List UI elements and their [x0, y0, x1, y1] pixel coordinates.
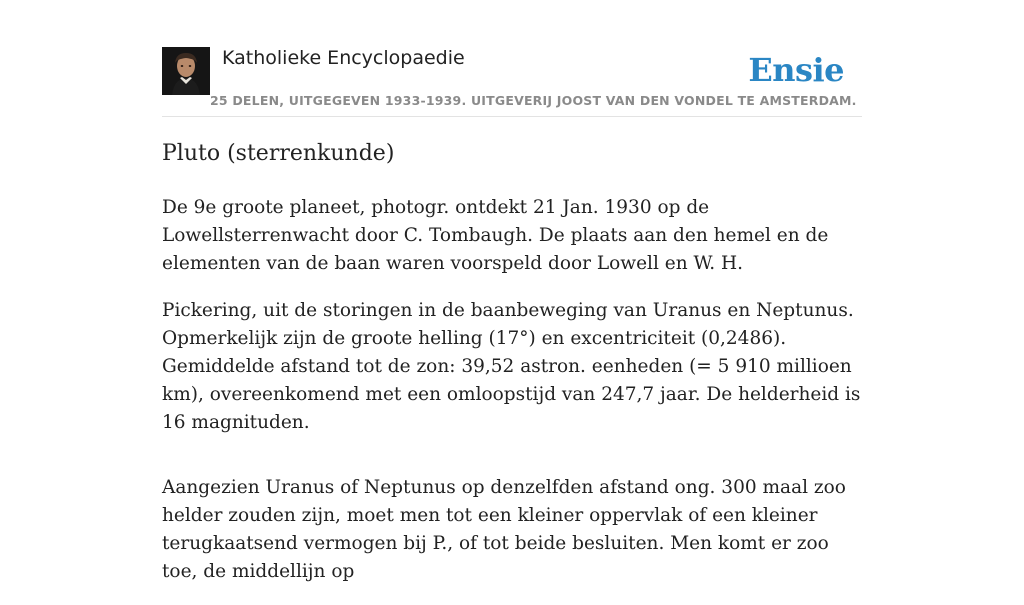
article-paragraph: Pickering, uit de storingen in de baanbeweging van Uranus en Neptunus. Opmerkelijk zijn de groote helling (17°) en excentriciteit (0,2486). Gemiddelde afstand tot de zon: 39,52 astron. eenheden (= 5 910 millioen km), overeenkomend met een omloopstijd van 247,7 jaar. De helderheid is 16 magnituden.	[162, 300, 861, 433]
article-content	[162, 138, 868, 605]
article-paragraph: Aangezien Uranus of Neptunus op denzelfden afstand ong. 300 maal zoo helder zouden zijn, moet men tot een kleiner oppervlak of een kleiner terugkaatsend vermogen bij P., of tot beide besluiten. Men komt er zoo toe, de middellijn op	[162, 477, 846, 582]
brand-logo[interactable]: Ensie	[748, 51, 844, 89]
source-meta: 25 DELEN, UITGEGEVEN 1933-1939. UITGEVERIJ JOOST VAN DEN VONDEL TE AMSTERDAM.	[210, 93, 857, 108]
article-paragraph: De 9e groote planeet, photogr. ontdekt 21 Jan. 1930 op de Lowellsterrenwacht door C. Tombaugh. De plaats aan den hemel en de elementen van de baan waren voorspeld door Lowell en W. H.	[162, 197, 829, 274]
source-header	[162, 46, 862, 117]
portrait-avatar-icon[interactable]	[162, 47, 210, 95]
source-title[interactable]: Katholieke Encyclopaedie	[222, 47, 465, 69]
article-title: Pluto (sterrenkunde)	[162, 141, 395, 166]
